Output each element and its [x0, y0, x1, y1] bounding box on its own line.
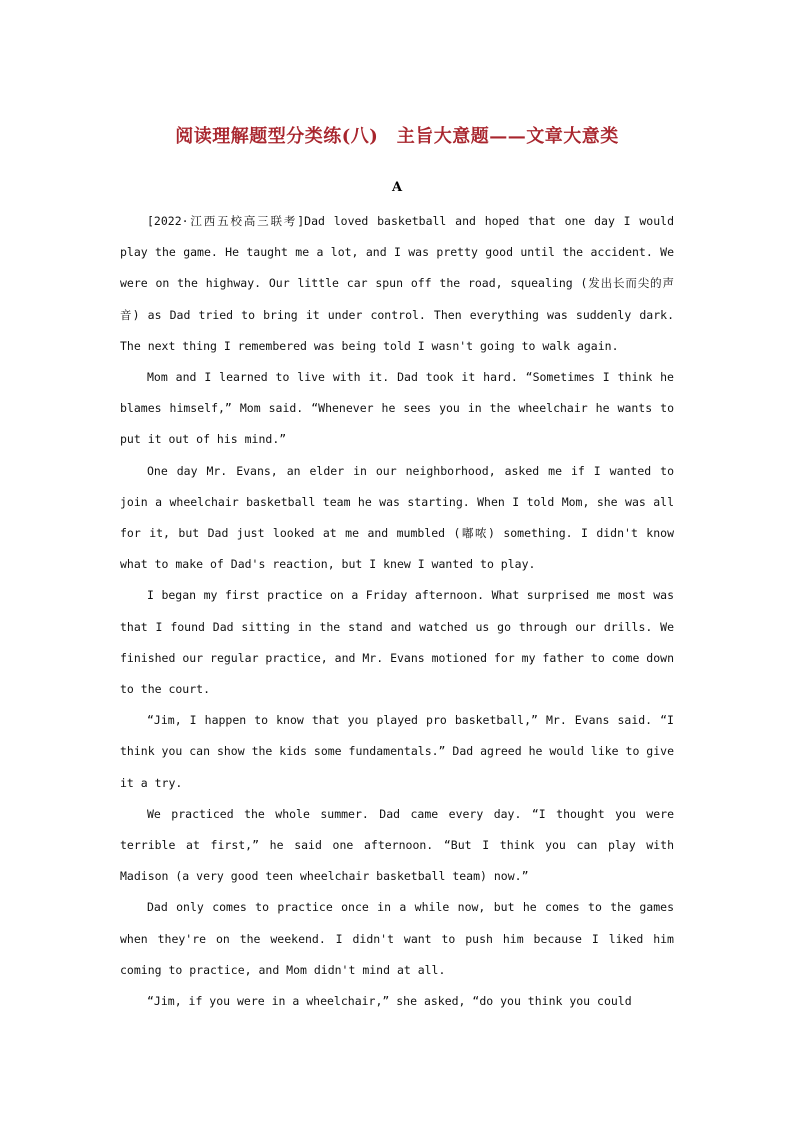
paragraph: Mom and I learned to live with it. Dad took it hard. “Sometimes I think he blames himself,” Mom said. “Whenever he sees you in the wheelchair he wants to put it out of his mind.” — [120, 370, 674, 447]
paragraph: I began my first practice on a Friday afternoon. What surprised me most was that I found Dad sitting in the stand and watched us go through our drills. We finished our regular practice, and Mr. Evans motioned for my father to come down to the court. — [120, 588, 674, 697]
paragraph: “Jim, I happen to know that you played pro basketball,” Mr. Evans said. “I think you can show the kids some fundamentals.” Dad agreed he would like to give it a try. — [120, 713, 674, 790]
paragraph: One day Mr. Evans, an elder in our neighborhood, asked me if I wanted to join a wheelchair basketball team he was starting. When I told Mom, she was all for it, but Dad just looked at me and mumbled (嘟哝) something. I didn't know what to make of Dad's reaction, but I knew I wanted to play. — [120, 463, 674, 572]
paragraph: Dad only comes to practice once in a while now, but he comes to the games when they're on the weekend. I didn't want to push him because I liked him coming to practice, and Mom didn't mind at all. — [120, 900, 674, 977]
paragraph: “Jim, if you were in a wheelchair,” she asked, “do you think you could — [147, 994, 632, 1009]
document-title: 阅读理解题型分类练(八) 主旨大意题——文章大意类 — [175, 126, 619, 147]
passage-label: A — [391, 180, 403, 195]
paragraph: [2022·江西五校高三联考]Dad loved basketball and hoped that one day I would play the game. He taught me a lot, and I was pretty good until the accident. We were on the highway. Our little car spun off the road, squealing (发出长而尖的声音) as Dad tried to bring it under control. Then everything was suddenly dark. The next thing I remembered was being told I wasn't going to walk again. — [120, 214, 674, 353]
paragraph: We practiced the whole summer. Dad came every day. “I thought you were terrible at first,” he said one afternoon. “But I think you can play with Madison (a very good teen wheelchair basketball team) now.” — [120, 806, 674, 884]
passage-body — [120, 206, 674, 1017]
